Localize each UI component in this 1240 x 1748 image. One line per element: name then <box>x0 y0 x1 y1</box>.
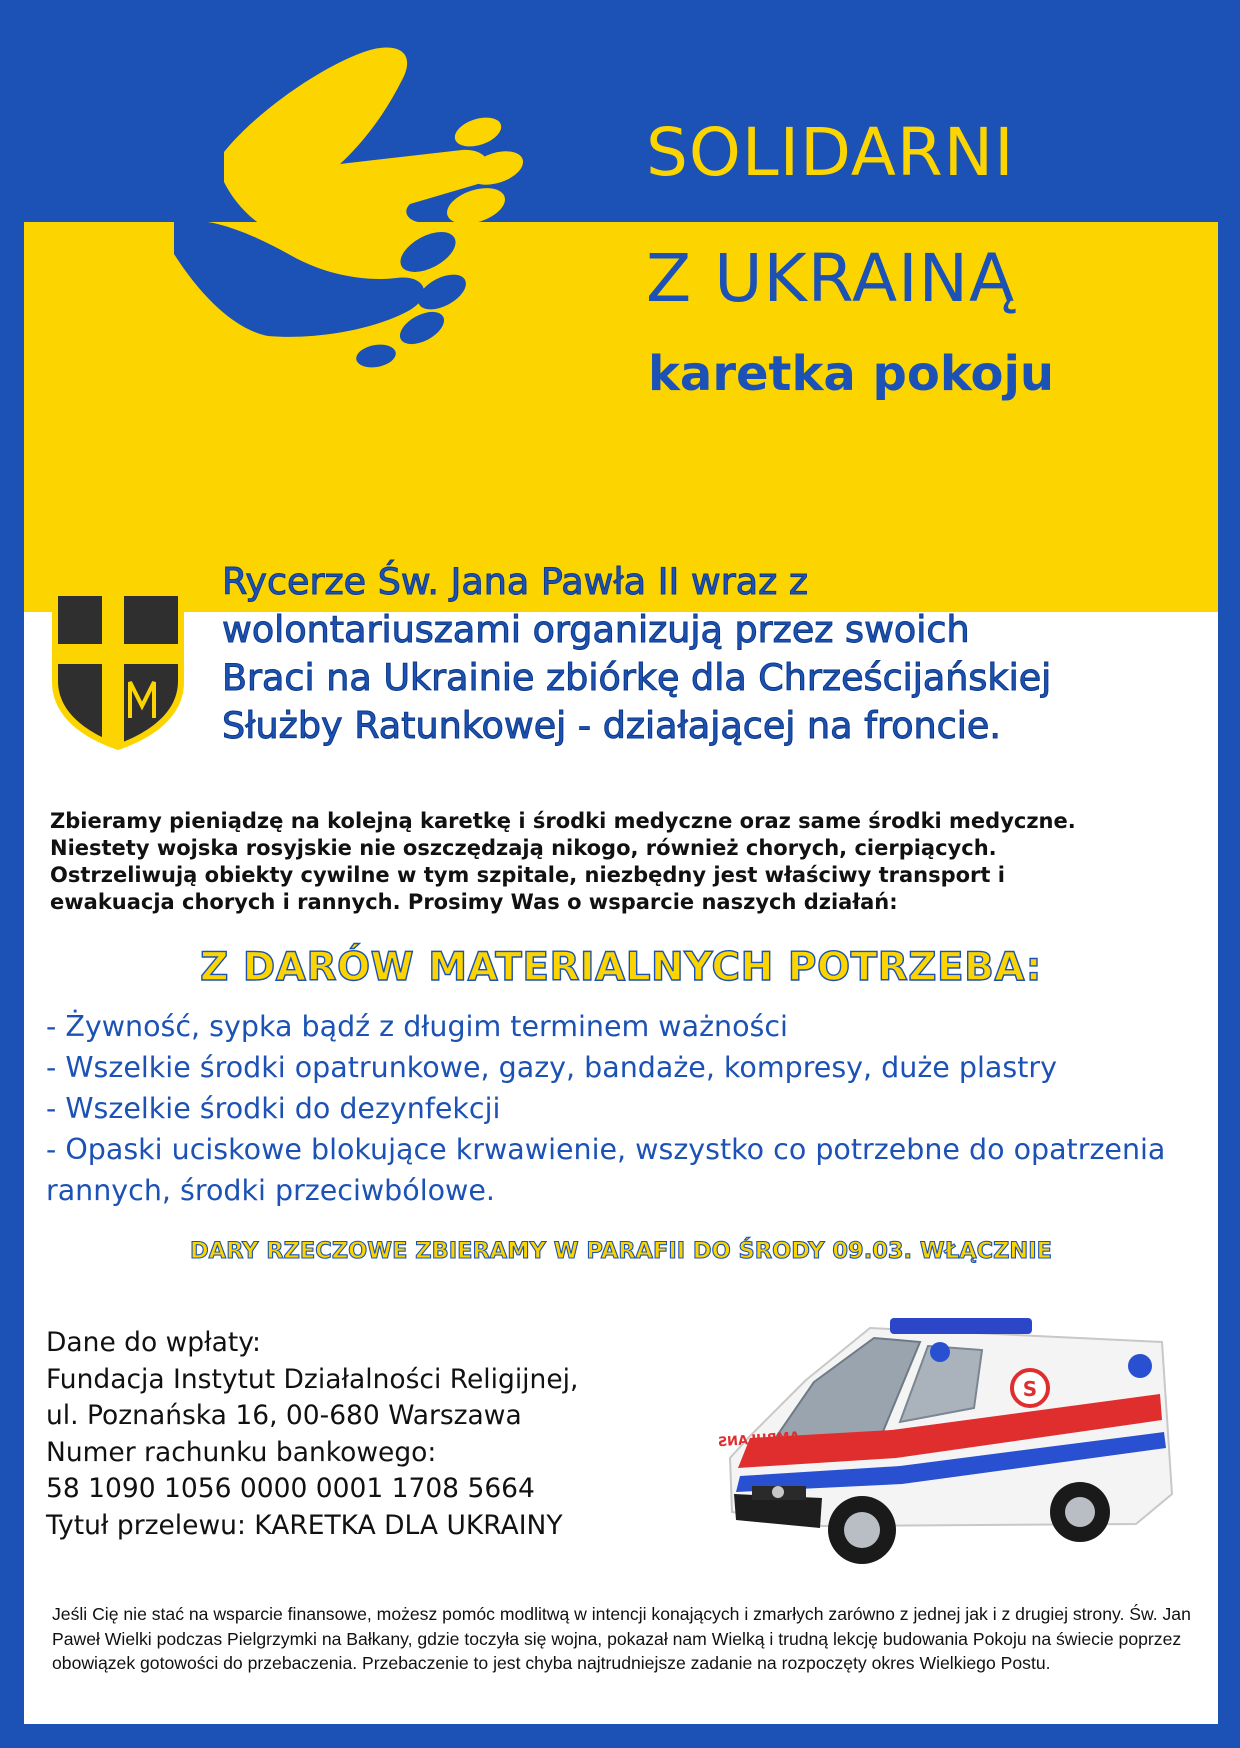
payment-line: Dane do wpłaty: <box>46 1327 261 1358</box>
needs-list <box>46 1006 1216 1211</box>
needs-item: - Żywność, sypka bądź z długim terminem ważności <box>46 1010 788 1043</box>
body-text <box>50 808 1200 916</box>
body-line: Ostrzeliwują obiekty cywilne w tym szpitale, niezbędny jest właściwy transport i <box>50 863 1005 887</box>
footer-note: Jeśli Cię nie stać na wsparcie finansowe, możesz pomóc modlitwą w intencji konających i zmarłych zarówno z jednej jak i z drugiej strony. Św. Jan Paweł Wielki podczas Pielgrzymki na Bałkany, gdzie toczyła się wojna, pokazał nam Wielką i trudną lekcję budowania Pokoju na świecie poprzez obowiązek gotowości do przebaczenia. Przebaczenie to jest chyba najtrudniejsze zadanie na rozpoczęty okres Wielkiego Postu. <box>52 1604 1191 1673</box>
payment-line: ul. Poznańska 16, 00-680 Warszawa <box>46 1400 522 1431</box>
knights-shield-icon <box>48 586 188 754</box>
payment-line: Tytuł przelewu: KARETKA DLA UKRAINY <box>46 1509 563 1541</box>
needs-item: rannych, środki przeciwbólowe. <box>46 1174 495 1207</box>
poster <box>24 0 1218 1724</box>
ambulance-hood-text: AMBULANS <box>717 1429 801 1451</box>
payment-line: 58 1090 1056 0000 0001 1708 5664 <box>46 1473 535 1504</box>
clasped-hands-icon <box>24 0 644 400</box>
payment-details <box>46 1325 686 1544</box>
intro-text <box>222 558 1218 750</box>
body-line: Niestety wojska rosyjskie nie oszczędzają nikogo, również chorych, cierpiących. <box>50 836 997 860</box>
needs-item: - Wszelkie środki opatrunkowe, gazy, bandaże, kompresy, duże plastry <box>46 1051 1057 1084</box>
deadline-banner: DARY RZECZOWE ZBIERAMY W PARAFII DO ŚRODY 09.03. WŁĄCZNIE <box>189 1238 1053 1264</box>
body-line: Zbieramy pieniądzę na kolejną karetkę i środki medyczne oraz same środki medyczne. <box>50 809 1076 833</box>
title-solidarni: SOLIDARNI <box>646 114 1015 191</box>
intro-line: wolontariuszami organizują przez swoich <box>222 608 970 651</box>
needs-item: - Wszelkie środki do dezynfekcji <box>46 1092 501 1125</box>
payment-line: Fundacja Instytut Działalności Religijnej, <box>46 1363 579 1395</box>
needs-item: - Opaski uciskowe blokujące krwawienie, wszystko co potrzebne do opatrzenia <box>46 1133 1166 1166</box>
svg-text:S: S <box>1022 1377 1038 1401</box>
intro-line: Braci na Ukrainie zbiórkę dla Chrześcijańskiej <box>222 656 1052 699</box>
intro-line: Służby Ratunkowej - działającej na froncie. <box>222 704 1001 747</box>
payment-line: Numer rachunku bankowego: <box>46 1436 437 1468</box>
body-line: ewakuacja chorych i rannych. Prosimy Was o wsparcie naszych działań: <box>50 890 898 914</box>
subtitle: karetka pokoju <box>648 346 1055 402</box>
intro-line: Rycerze Św. Jana Pawła II wraz z <box>222 560 809 603</box>
ambulance-icon <box>710 1298 1180 1586</box>
needs-heading: Z DARÓW MATERIALNYCH POTRZEBA: <box>200 945 1042 990</box>
title-z-ukraina: Z UKRAINĄ <box>646 240 1016 317</box>
